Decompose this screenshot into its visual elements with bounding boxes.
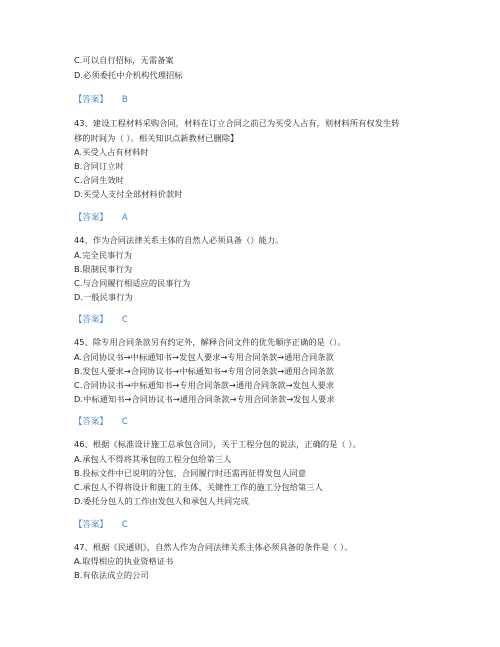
option-line: C.合同生效时 [74,175,124,185]
answer-value: B [121,94,128,104]
answer-label: 【答案】 [74,519,108,529]
question-stem: 移的时间为（ ）。相关知识点新教材已删除】 [74,133,239,143]
option-line: C.与合同履行相适应的民事行为 [74,278,191,288]
option-line: C.合同协议书→中标通知书→专用合同条款→通用合同条款→发包人要求 [74,380,335,390]
question-stem: 46、根据《标准设计施工总承包合同》，关于工程分包的说法，正确的是（ ）。 [74,439,361,449]
answer-line [74,212,128,223]
option-line: D.必须委托中介机构代理招标 [74,70,183,80]
answer-label: 【答案】 [74,416,108,426]
option-line: D.买受人支付全部材料价款时 [74,189,183,199]
option-line: B.发包人要求→合同协议书→中标通知书→专用合同条款→通用合同条款 [74,366,335,376]
answer-value: C [121,416,128,426]
option-line: A.合同协议书→中标通知书→发包人要求→专用合同条款→通用合同条款 [74,352,334,362]
question-stem: 44、作为合同法律关系主体的自然人必须具备（）能力。 [74,235,284,245]
answer-line [74,416,128,427]
option-line: D.委托分包人的工作由发包人和承包人共同完成 [74,496,249,506]
option-line: B.投标文件中已说明的分包，合同履行时还需再征得发包人同意 [74,468,307,478]
option-line: B.合同订立时 [74,161,124,171]
answer-line [74,519,128,530]
option-line: B.限制民事行为 [74,264,133,274]
option-line: A.完全民事行为 [74,250,132,260]
answer-label: 【答案】 [74,314,108,324]
option-line: A.承包人不得将其承包的工程分包给第三人 [74,454,232,464]
question-stem: 47、根据《民通则》，自然人作为合同法律关系主体必须具备的条件是（ ）。 [74,542,353,552]
option-line: C.承包人不得将设计和施工的主体、关键性工作的施工分包给第三人 [74,482,323,492]
option-line: D.中标通知书→合同协议书→通用合同条款→专用合同条款→发包人要求 [74,394,335,404]
question-stem: 45、除专用合同条款另有约定外，解释合同文件的优先顺序正确的是（）。 [74,337,346,347]
answer-value: C [121,314,128,324]
answer-line [74,94,128,105]
option-line: D.一般民事行为 [74,292,133,302]
option-line: B.有依法成立的公司 [74,570,149,580]
answer-line [74,314,128,325]
option-line: A.买受人占有材料时 [74,147,149,157]
question-stem: 43、建设工程材料采购合同，材料在订立合同之前已为买受人占有，则材料所有权发生转 [74,118,400,128]
answer-value: A [121,212,128,222]
answer-label: 【答案】 [74,212,108,222]
answer-label: 【答案】 [74,94,108,104]
answer-value: C [121,519,128,529]
option-line: A.取得相应的执业资格证书 [74,556,174,566]
option-line: C.可以自行招标，无需备案 [74,55,174,65]
